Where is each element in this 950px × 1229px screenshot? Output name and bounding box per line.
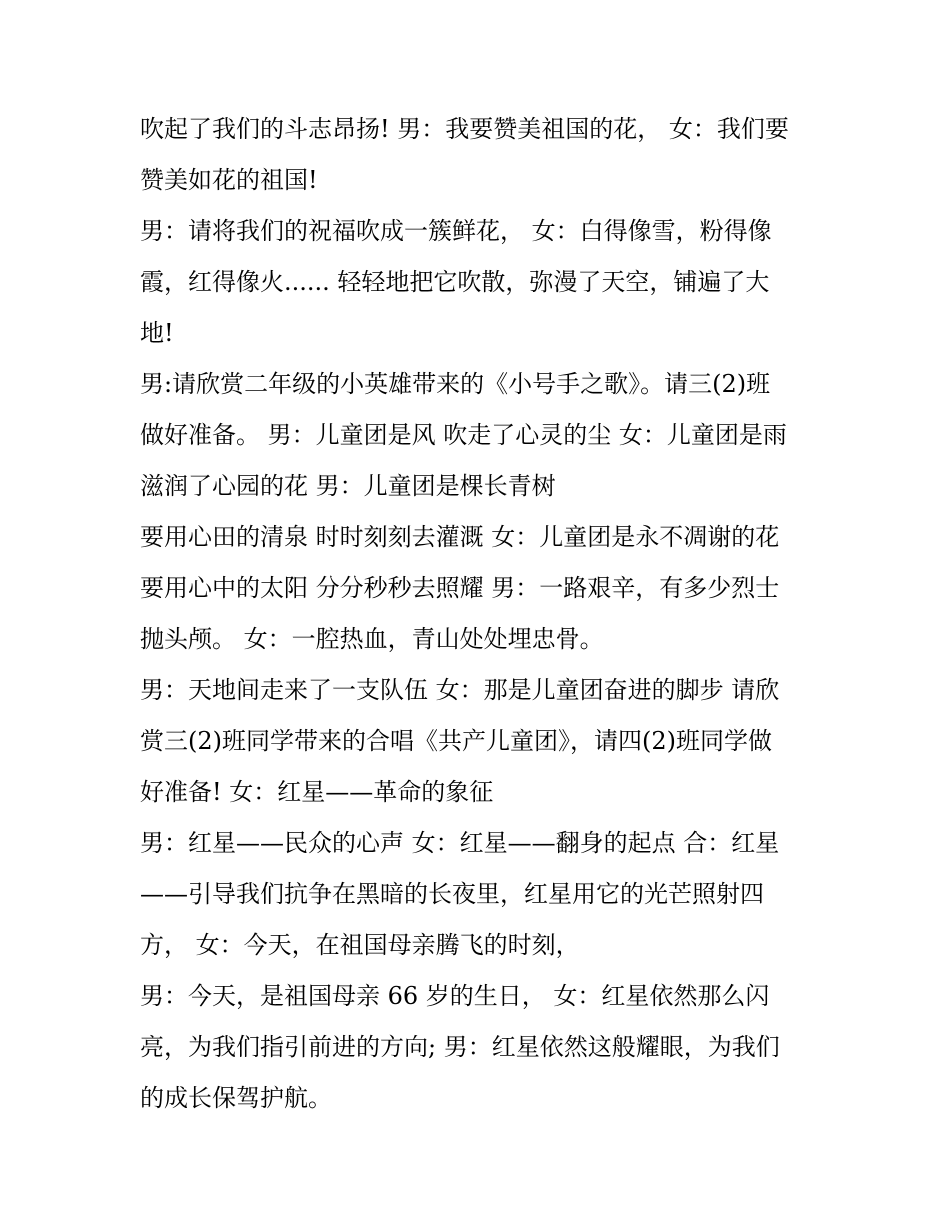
text-line-18: 男：今天，是祖国母亲 66 岁的生日， 女：红星依然那么闪 — [140, 982, 770, 1010]
text-line-3: 男：请将我们的祝福吹成一簇鲜花， 女：白得像雪，粉得像 — [140, 217, 772, 245]
text-line-1: 吹起了我们的斗志昂扬! 男：我要赞美祖国的花， 女：我们要 — [140, 115, 789, 143]
text-line-14: 好准备! 女：红星——革命的象征 — [140, 778, 494, 806]
text-line-16: ——引导我们抗争在黑暗的长夜里，红星用它的光芒照射四 — [140, 880, 764, 908]
body-text — [140, 104, 830, 1124]
text-line-15: 男：红星——民众的心声 女：红星——翻身的起点 合：红星 — [140, 829, 780, 857]
text-line-17: 方， 女：今天，在祖国母亲腾飞的时刻， — [140, 931, 580, 959]
text-line-4: 霞，红得像火...... 轻轻地把它吹散，弥漫了天空，铺遍了大 — [140, 268, 770, 296]
text-line-20: 的成长保驾护航。 — [140, 1084, 332, 1112]
text-line-11: 抛头颅。 女：一腔热血，青山处处埋忠骨。 — [140, 625, 604, 653]
text-line-12: 男：天地间走来了一支队伍 女：那是儿童团奋进的脚步 请欣 — [140, 676, 780, 704]
text-line-19: 亮，为我们指引前进的方向; 男：红星依然这般耀眼，为我们 — [140, 1033, 780, 1061]
text-line-2: 赞美如花的祖国! — [140, 166, 318, 194]
text-line-6: 男:请欣赏二年级的小英雄带来的《小号手之歌》。请三(2)班 — [140, 370, 771, 398]
text-line-13: 赏三(2)班同学带来的合唱《共产儿童团》，请四(2)班同学做 — [140, 727, 772, 755]
text-line-5: 地! — [140, 319, 174, 347]
text-line-7: 做好准备。 男：儿童团是风 吹走了心灵的尘 女：儿童团是雨 — [140, 421, 787, 449]
text-line-10: 要用心中的太阳 分分秒秒去照耀 男：一路艰辛，有多少烈士 — [140, 574, 780, 602]
text-line-8: 滋润了心园的花 男：儿童团是棵长青树 — [140, 472, 556, 500]
text-line-9: 要用心田的清泉 时时刻刻去灌溉 女：儿童团是永不凋谢的花 — [140, 523, 780, 551]
